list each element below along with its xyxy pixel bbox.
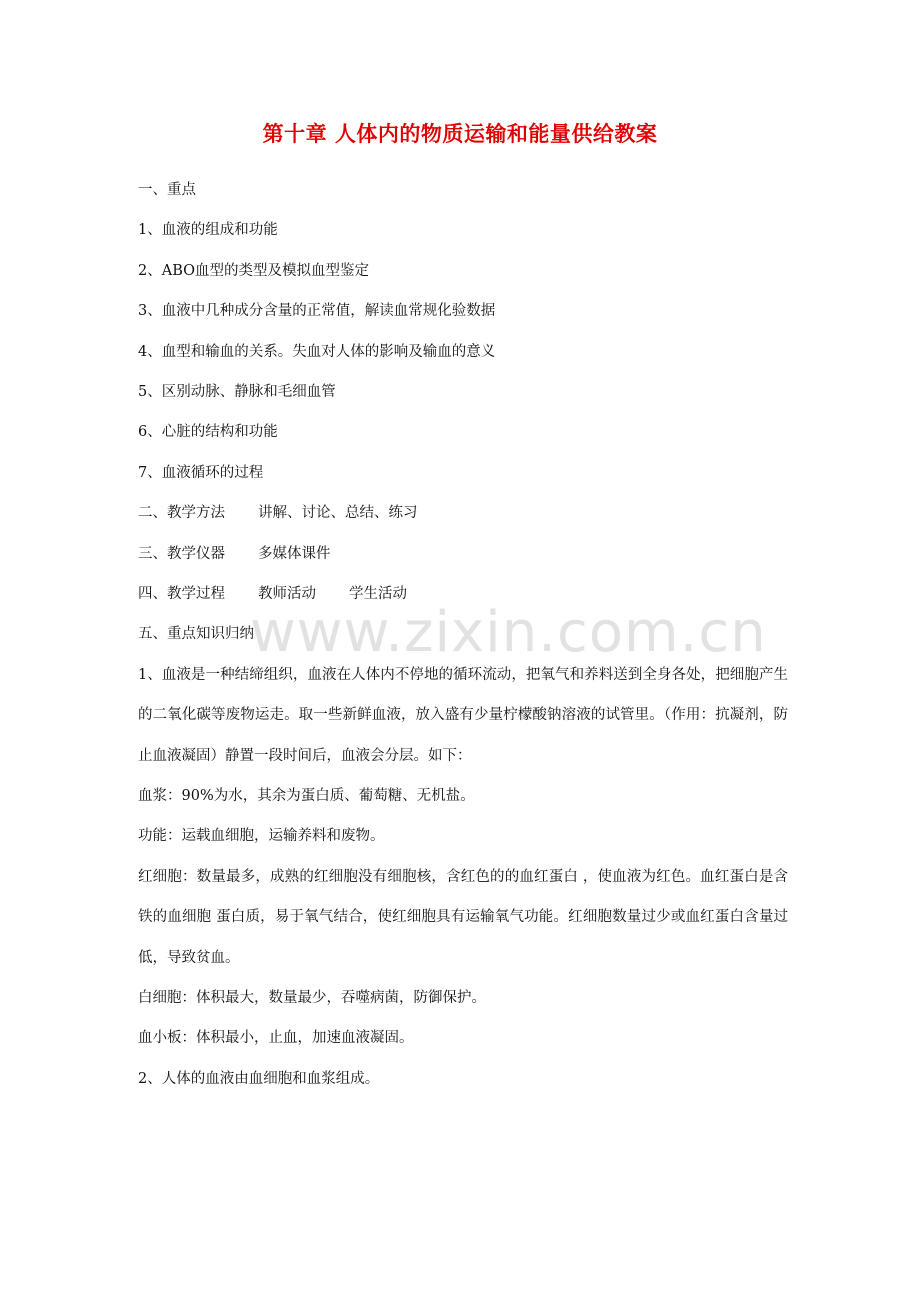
key-point-item: 6、心脏的结构和功能 <box>138 424 278 441</box>
section-heading-process: 四、教学过程 <box>138 585 225 602</box>
summary-paragraph: 红细胞：数量最多，成熟的红细胞没有细胞核，含红色的的血红蛋白 ，使血液为红色。血红蛋白是含铁的血细胞 蛋白质，易于氧气结合，使红细胞具有运输氧气功能。红细胞数量过少或血红蛋白含量过低，导致贫血。 <box>138 868 788 966</box>
section-heading-methods: 二、教学方法 <box>138 505 225 522</box>
methods-value: 讲解、讨论、总结、练习 <box>258 505 418 522</box>
key-point-item: 1、血液的组成和功能 <box>138 222 278 239</box>
student-activity-label: 学生活动 <box>349 585 407 602</box>
summary-paragraph: 功能：运载血细胞，运输养料和废物。 <box>138 828 385 845</box>
summary-paragraph: 血小板：体积最小，止血，加速血液凝固。 <box>138 1030 414 1047</box>
summary-paragraph: 血浆：90%为水，其余为蛋白质、葡萄糖、无机盐。 <box>138 787 475 804</box>
teacher-activity-label: 教师活动 <box>258 585 316 602</box>
summary-paragraph: 1、血液是一种结缔组织，血液在人体内不停地的循环流动，把氧气和养料送到全身各处，把细胞产生的二氧化碳等废物运走。取一些新鲜血液，放入盛有少量柠檬酸钠溶液的试管里。（作用：抗凝剂，防止血液凝固）静置一段时间后，血液会分层。如下： <box>138 666 788 764</box>
key-point-item: 5、区别动脉、静脉和毛细血管 <box>138 383 336 400</box>
section-heading-summary: 五、重点知识归纳 <box>138 626 254 643</box>
page-title: 第十章 人体内的物质运输和能量供给教案 <box>262 122 658 146</box>
key-point-item: 3、血液中几种成分含量的正常值，解读血常规化验数据 <box>138 303 496 320</box>
section-heading-instruments: 三、教学仪器 <box>138 545 225 562</box>
key-point-item: 7、血液循环的过程 <box>138 464 264 481</box>
summary-paragraph: 2、人体的血液由血细胞和血浆组成。 <box>138 1070 380 1087</box>
key-point-item: 4、血型和输血的关系。失血对人体的影响及输血的意义 <box>138 343 496 360</box>
instruments-value: 多媒体课件 <box>258 545 331 562</box>
section-instruments-row <box>138 534 788 574</box>
section-heading-key-points: 一、重点 <box>138 182 196 198</box>
watermark: www.zixin.com.cn <box>250 600 767 665</box>
key-point-item: 2、ABO血型的类型及模拟血型鉴定 <box>138 262 370 279</box>
section-methods-row <box>138 493 788 533</box>
section-process-row <box>138 574 788 614</box>
document-body <box>138 170 788 1099</box>
summary-paragraph: 白细胞：体积最大，数量最少，吞噬病菌，防御保护。 <box>138 989 486 1006</box>
